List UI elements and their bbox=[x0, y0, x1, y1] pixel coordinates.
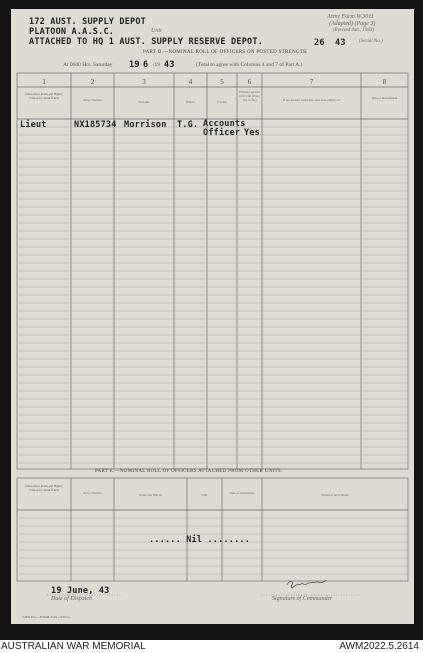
col-number-2: 2 bbox=[90, 78, 95, 86]
form-adapted: (Adapted) (Page 3) bbox=[329, 21, 376, 27]
serial-label: (Serial No.) bbox=[359, 39, 383, 44]
col-header-army-number: Army Number bbox=[83, 98, 102, 102]
col-number-4: 4 bbox=[188, 78, 193, 86]
row-initials: T.G. bbox=[177, 120, 199, 130]
date-of-dispatch: 19 June, 43 bbox=[51, 586, 110, 596]
serial-year: 43 bbox=[335, 38, 346, 48]
date-prefix: At 0600 Hrs. Saturday bbox=[63, 62, 113, 68]
part-e-header-rank: Substantive Rank and Higher Temporary Rank if held bbox=[25, 484, 63, 492]
form-document: Army Form W.3011 (Adapted) (Page 3) (Revised Jan., 1943) (Serial No.) 172 AUST. SUPPLY DEPOT PLATOON A.A.S.C. Unit ATTACHED TO HQ 1 AUST. SUPPLY RESERVE DEPOT. 26 43 PART D.—NOMINAL ROLL OF OFFICERS ON POSTED STRENGTH At 0600 Hrs. Saturday 19 6 /19 43 (Total to agree with Columns 4 and 7 of Part A.) 1 2 3 4 5 6 7 8 Substantive Rank and Higher Temporary Rank if held Army Number Surname Initials Posting Whether present with Unit (Enter Yes or No) If not present with Unit, state how employed Date of Detachment Lieut NX185734 Morrison T.G. Accounts Officer Yes PART E.—NOMINAL ROLL OF OFFICERS ATTACHED FROM OTHER UNITS. Substantive Rank and Higher Temporary Rank if held Army Number Name and Initials Unit Date of Attachment Nature of Attachment ...... Nil ........ 19 June, 43 Date of Dispatch Signature of Commander 5,000 Pcs.—ENGR 3/43—V.P.Co. bbox=[11, 9, 414, 624]
form-revised: (Revised Jan., 1943) bbox=[333, 28, 375, 33]
col-header-rank: Substantive Rank and Higher Temporary Rank if held bbox=[25, 92, 63, 100]
date-month: 6 bbox=[143, 60, 149, 70]
col-header-present: Whether present with Unit (Enter Yes or No) bbox=[239, 90, 260, 102]
date-suffix: (Total to agree with Columns 4 and 7 of Part A.) bbox=[196, 62, 303, 68]
unit-line-2: PLATOON A.A.S.C. bbox=[29, 27, 115, 37]
row-surname: Morrison bbox=[124, 120, 167, 130]
part-e-header-name: Name and Initials bbox=[139, 493, 162, 497]
date-of-dispatch-label: Date of Dispatch bbox=[51, 596, 92, 602]
signature-label: Signature of Commander bbox=[272, 596, 333, 602]
col-header-surname: Surname bbox=[138, 100, 150, 104]
col-number-1: 1 bbox=[42, 78, 46, 86]
row-posting-line-1: Accounts bbox=[203, 119, 246, 129]
part-e-header-army-number: Army Number bbox=[83, 491, 102, 495]
part-d-title: PART D.—NOMINAL ROLL OF OFFICERS ON POSTED STRENGTH bbox=[143, 50, 308, 55]
archive-footer bbox=[0, 640, 423, 653]
form-number: Army Form W.3011 bbox=[327, 14, 374, 20]
col-header-employment: If not present with Unit, state how employed bbox=[282, 98, 340, 102]
row-present: Yes bbox=[244, 128, 260, 138]
unit-line-1: 172 AUST. SUPPLY DEPOT bbox=[29, 17, 146, 27]
col-header-detachment: Date of Detachment bbox=[371, 96, 398, 100]
archive-credit: AUSTRALIAN WAR MEMORIAL bbox=[1, 641, 146, 652]
catalogue-number: AWM2022.5.2614 bbox=[339, 641, 419, 652]
unit-line-3: ATTACHED TO HQ 1 AUST. SUPPLY RESERVE DEPOT. bbox=[29, 37, 263, 47]
part-e-header-unit: Unit bbox=[201, 493, 208, 497]
printer-line: 5,000 Pcs.—ENGR 3/43—V.P.Co. bbox=[22, 615, 71, 619]
part-e-header-nature: Nature of Attachment bbox=[321, 493, 349, 497]
col-header-initials: Initials bbox=[186, 100, 195, 104]
row-posting-line-2: Officer bbox=[203, 128, 241, 138]
col-number-6: 6 bbox=[247, 78, 252, 86]
date-day: 19 bbox=[129, 60, 140, 70]
part-e-header-date: Date of Attachment bbox=[229, 491, 255, 495]
col-number-8: 8 bbox=[382, 78, 387, 86]
col-header-posting: Posting bbox=[217, 100, 227, 104]
col-number-3: 3 bbox=[142, 78, 146, 86]
part-e-title: PART E.—NOMINAL ROLL OF OFFICERS ATTACHED FROM OTHER UNITS. bbox=[95, 469, 283, 474]
serial-number: 26 bbox=[314, 38, 325, 48]
col-number-7: 7 bbox=[309, 78, 314, 86]
row-army-number: NX185734 bbox=[74, 120, 117, 130]
date-year: 43 bbox=[164, 60, 175, 70]
col-number-5: 5 bbox=[220, 78, 224, 86]
row-rank: Lieut bbox=[20, 120, 47, 130]
part-e-nil-entry: ...... Nil ........ bbox=[149, 535, 251, 545]
unit-label: Unit bbox=[151, 28, 162, 34]
